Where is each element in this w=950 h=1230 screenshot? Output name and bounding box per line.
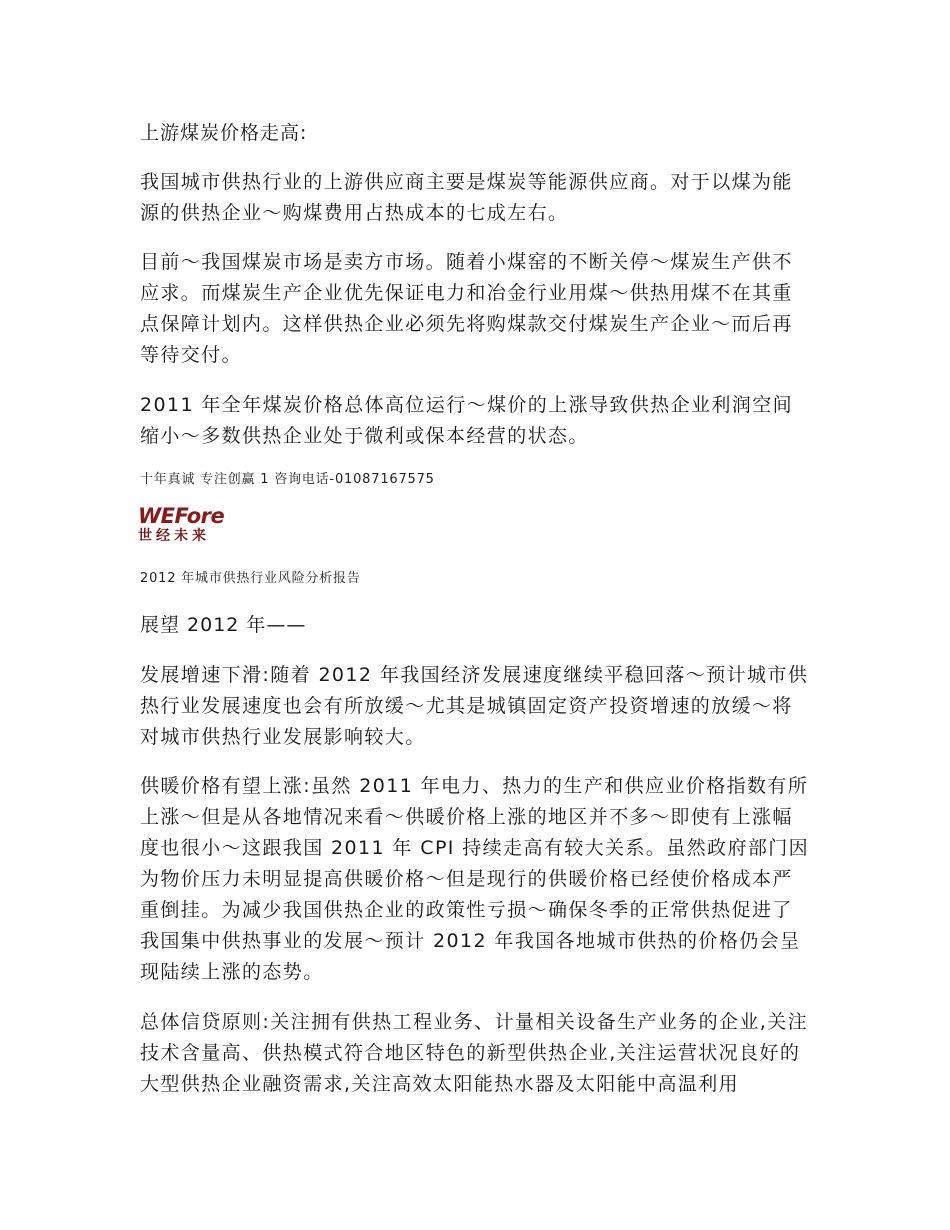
paragraph-credit-principles: 总体信贷原则:关注拥有供热工程业务、计量相关设备生产业务的企业,关注技术含量高、供热模式符合地区特色的新型供热企业,关注运营状况良好的大型供热企业融资需求,关注高效太阳能热水器及太阳能中高温利用 — [140, 1011, 809, 1095]
paragraph-seller-market: 目前～我国煤炭市场是卖方市场。随着小煤窑的不断关停～煤炭生产供不应求。而煤炭生产企业优先保证电力和冶金行业用煤～供热用煤不在其重点保障计划内。这样供热企业必须先将购煤款交付煤炭生产企业～而后再等待交付。 — [140, 251, 793, 366]
paragraph-upstream-suppliers: 我国城市供热行业的上游供应商主要是煤炭等能源供应商。对于以煤为能源的供热企业～购煤费用占热成本的七成左右。 — [140, 171, 793, 224]
footer-slogan: 十年真诚 专注创赢 1 咨询电话-01087167575 — [140, 472, 435, 487]
paragraph-growth-slowdown: 发展增速下滑:随着 2012 年我国经济发展速度继续平稳回落～预计城市供热行业发展速度也会有所放缓～尤其是城镇固定资产投资增速的放缓～将对城市供热行业发展影响较大。 — [140, 664, 809, 748]
wefore-logo — [138, 505, 238, 547]
section-heading-outlook-2012: 展望 2012 年—— — [140, 614, 307, 636]
report-title: 2012 年城市供热行业风险分析报告 — [140, 571, 361, 586]
section-heading-coal-price: 上游煤炭价格走高: — [140, 122, 308, 144]
logo-chinese-name: 世经未来 — [138, 528, 210, 544]
paragraph-2011-coal-price: 2011 年全年煤炭价格总体高位运行～煤价的上涨导致供热企业利润空间缩小～多数供热企业处于微利或保本经营的状态。 — [140, 394, 793, 447]
paragraph-heating-price-rise: 供暖价格有望上涨:虽然 2011 年电力、热力的生产和供应业价格指数有所上涨～但是从各地情况来看～供暖价格上涨的地区并不多～即使有上涨幅度也很小～这跟我国 2011 年 CPI 持续走高有较大关系。虽然政府部门因为物价压力未明显提高供暖价格～但是现行的供暖价格已经使价格成本严重倒挂。为减少我国供热企业的政策性亏损～确保冬季的正常供热促进了我国集中供热事业的发展～预计 2012 年我国各地城市供热的价格仍会呈现陆续上涨的态势。 — [140, 775, 810, 983]
logo-wordmark: WEFore — [138, 504, 225, 528]
